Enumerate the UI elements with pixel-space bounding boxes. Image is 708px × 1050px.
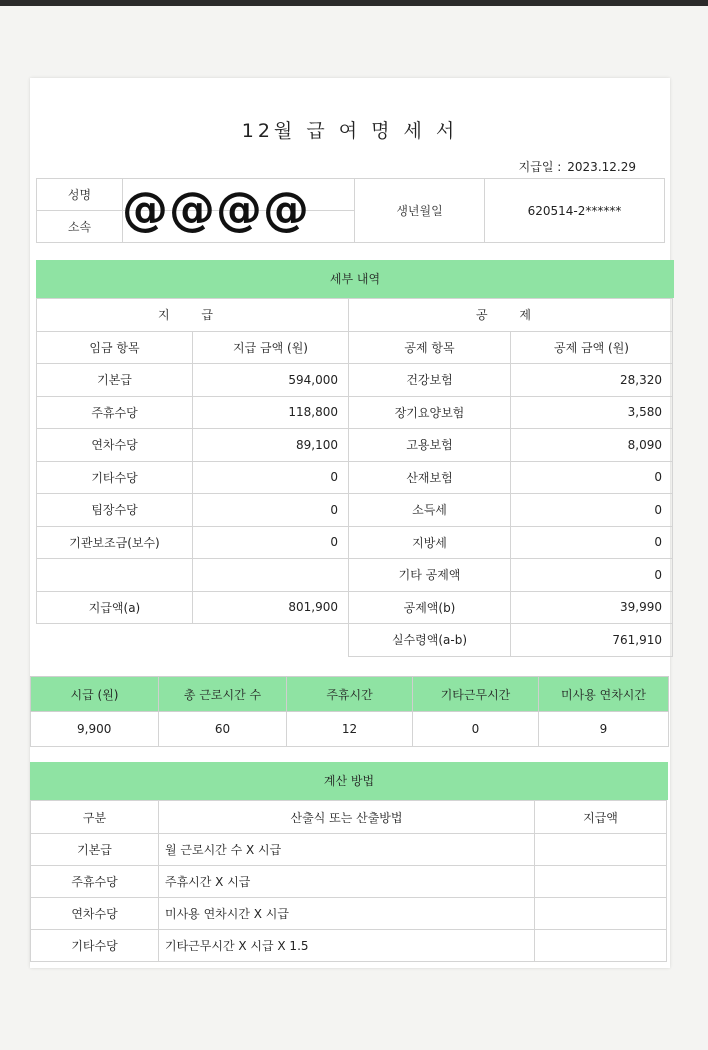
pay-item-label: 팀장수당 — [37, 494, 193, 527]
deduct-item-amount: 0 — [511, 526, 673, 559]
pay-amount-header: 지급 금액 (원) — [193, 331, 349, 364]
calc-row-label: 연차수당 — [31, 898, 159, 930]
deduct-item-amount: 0 — [511, 461, 673, 494]
pay-item-amount: 0 — [193, 494, 349, 527]
total-hours-header: 총 근로시간 수 — [159, 677, 287, 712]
pay-date-value: 2023.12.29 — [567, 160, 636, 174]
gross-pay-amount: 801,900 — [193, 591, 349, 624]
calc-table — [30, 800, 667, 962]
pay-item-amount: 0 — [193, 461, 349, 494]
deduct-item-label: 건강보험 — [349, 364, 511, 397]
top-bar — [0, 0, 708, 6]
calc-row-formula: 주휴시간 X 시급 — [159, 866, 535, 898]
pay-item-header: 임금 항목 — [37, 331, 193, 364]
calc-row-label: 기본급 — [31, 834, 159, 866]
pay-item-amount: 89,100 — [193, 429, 349, 462]
payslip-sheet — [30, 78, 670, 968]
calc-row-formula: 기타근무시간 X 시급 X 1.5 — [159, 930, 535, 962]
detail-table — [36, 298, 673, 657]
pay-item-amount — [193, 559, 349, 592]
birth-label: 생년월일 — [355, 179, 485, 243]
total-deduction-amount: 39,990 — [511, 591, 673, 624]
pay-item-amount: 0 — [193, 526, 349, 559]
calc-row-formula: 미사용 연차시간 X 시급 — [159, 898, 535, 930]
calc-amount-header: 지급액 — [535, 801, 667, 834]
pay-item-label: 연차수당 — [37, 429, 193, 462]
calc-row-amount — [535, 930, 667, 962]
total-hours-value: 60 — [159, 712, 287, 747]
redaction-marks: @@@@ — [122, 182, 310, 236]
calc-formula-header: 산출식 또는 산출방법 — [159, 801, 535, 834]
unused-leave-hours-value: 9 — [539, 712, 669, 747]
unused-leave-hours-header: 미사용 연차시간 — [539, 677, 669, 712]
name-label: 성명 — [37, 179, 123, 211]
pay-item-label — [37, 559, 193, 592]
deduct-item-amount: 0 — [511, 494, 673, 527]
pay-date — [519, 158, 636, 175]
pay-item-label: 주휴수당 — [37, 396, 193, 429]
calc-category-header: 구분 — [31, 801, 159, 834]
calc-row-label: 주휴수당 — [31, 866, 159, 898]
deduct-item-amount: 0 — [511, 559, 673, 592]
deduct-amount-header: 공제 금액 (원) — [511, 331, 673, 364]
hours-table — [30, 676, 669, 747]
empty-cell — [37, 624, 349, 657]
deduct-item-label: 지방세 — [349, 526, 511, 559]
weekly-rest-hours-header: 주휴시간 — [287, 677, 413, 712]
deduct-item-label: 기타 공제액 — [349, 559, 511, 592]
other-hours-value: 0 — [413, 712, 539, 747]
gross-pay-label: 지급액(a) — [37, 591, 193, 624]
deduct-item-amount: 3,580 — [511, 396, 673, 429]
weekly-rest-hours-value: 12 — [287, 712, 413, 747]
pay-item-label: 기관보조금(보수) — [37, 526, 193, 559]
deduct-section-header: 공 제 — [349, 299, 673, 332]
pay-date-label: 지급일 : — [518, 160, 562, 174]
total-deduction-label: 공제액(b) — [349, 591, 511, 624]
deduct-item-label: 산재보험 — [349, 461, 511, 494]
calc-band: 계산 방법 — [30, 762, 668, 800]
deduct-item-label: 고용보험 — [349, 429, 511, 462]
hourly-wage-value: 9,900 — [31, 712, 159, 747]
other-hours-header: 기타근무시간 — [413, 677, 539, 712]
deduct-item-amount: 28,320 — [511, 364, 673, 397]
hourly-wage-header: 시급 (원) — [31, 677, 159, 712]
birth-value: 620514-2****** — [485, 179, 665, 243]
calc-row-formula: 월 근로시간 수 X 시급 — [159, 834, 535, 866]
calc-row-amount — [535, 834, 667, 866]
pay-section-header: 지 급 — [37, 299, 349, 332]
calc-row-amount — [535, 866, 667, 898]
dept-label: 소속 — [37, 211, 123, 243]
deduct-item-amount: 8,090 — [511, 429, 673, 462]
net-pay-label: 실수령액(a-b) — [349, 624, 511, 657]
pay-item-label: 기본급 — [37, 364, 193, 397]
net-pay-amount: 761,910 — [511, 624, 673, 657]
calc-row-label: 기타수당 — [31, 930, 159, 962]
calc-row-amount — [535, 898, 667, 930]
payslip-title: 12월 급 여 명 세 서 — [241, 120, 459, 142]
deduct-item-header: 공제 항목 — [349, 331, 511, 364]
pay-item-amount: 118,800 — [193, 396, 349, 429]
pay-item-label: 기타수당 — [37, 461, 193, 494]
pay-item-amount: 594,000 — [193, 364, 349, 397]
deduct-item-label: 장기요양보험 — [349, 396, 511, 429]
detail-band: 세부 내역 — [36, 260, 674, 298]
deduct-item-label: 소득세 — [349, 494, 511, 527]
